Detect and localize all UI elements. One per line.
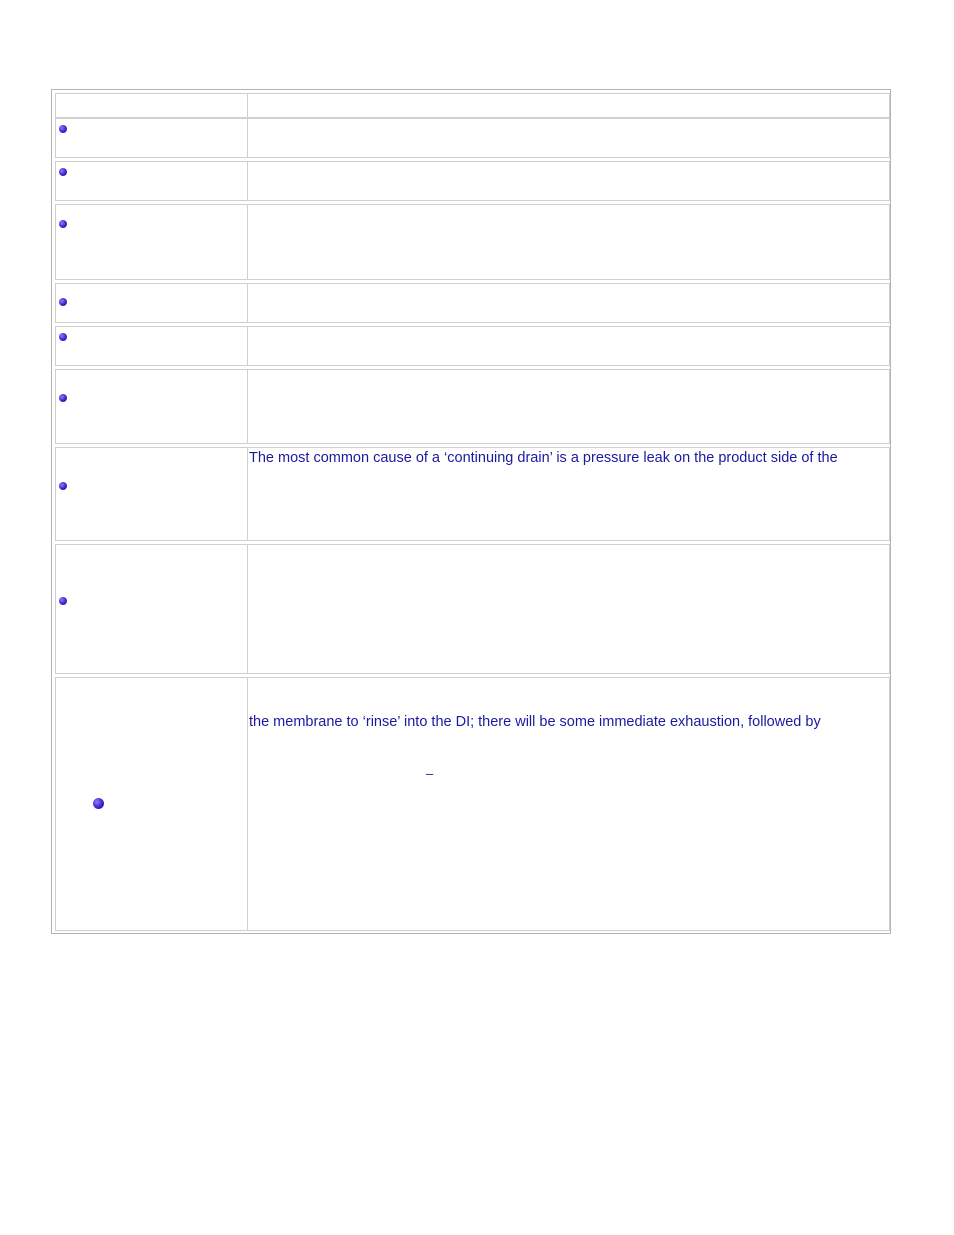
table-cell-content [247, 204, 890, 280]
table-cell-content [247, 326, 890, 366]
table-cell-label [55, 161, 248, 201]
table-cell-label [55, 283, 248, 323]
bullet-icon [59, 168, 67, 176]
bullet-icon [59, 125, 67, 133]
table-cell-content [247, 118, 890, 158]
bullet-icon [59, 298, 67, 306]
table-cell-label [55, 677, 248, 931]
table-cell-label [55, 544, 248, 674]
table-cell-label [55, 326, 248, 366]
bullet-icon [93, 798, 104, 809]
row-text: The most common cause of a ‘continuing drain’ is a pressure leak on the product side of the [249, 450, 838, 466]
bullet-icon [59, 597, 67, 605]
table-cell-content [247, 544, 890, 674]
dash-mark: – [426, 766, 434, 781]
table-cell-content [247, 369, 890, 444]
table-cell-label [55, 93, 248, 118]
table-cell-label [55, 447, 248, 541]
document-table [51, 89, 891, 934]
table-cell-label [55, 204, 248, 280]
table-cell-content [247, 447, 890, 541]
table-cell-content [247, 283, 890, 323]
bullet-icon [59, 220, 67, 228]
table-cell-label [55, 118, 248, 158]
bullet-icon [59, 333, 67, 341]
bullet-icon [59, 482, 67, 490]
bullet-icon [59, 394, 67, 402]
table-cell-label [55, 369, 248, 444]
table-cell-content [247, 677, 890, 931]
table-cell-content [247, 161, 890, 201]
table-cell-content [247, 93, 890, 118]
row-text: the membrane to ‘rinse’ into the DI; there will be some immediate exhaustion, followed by [249, 714, 821, 730]
